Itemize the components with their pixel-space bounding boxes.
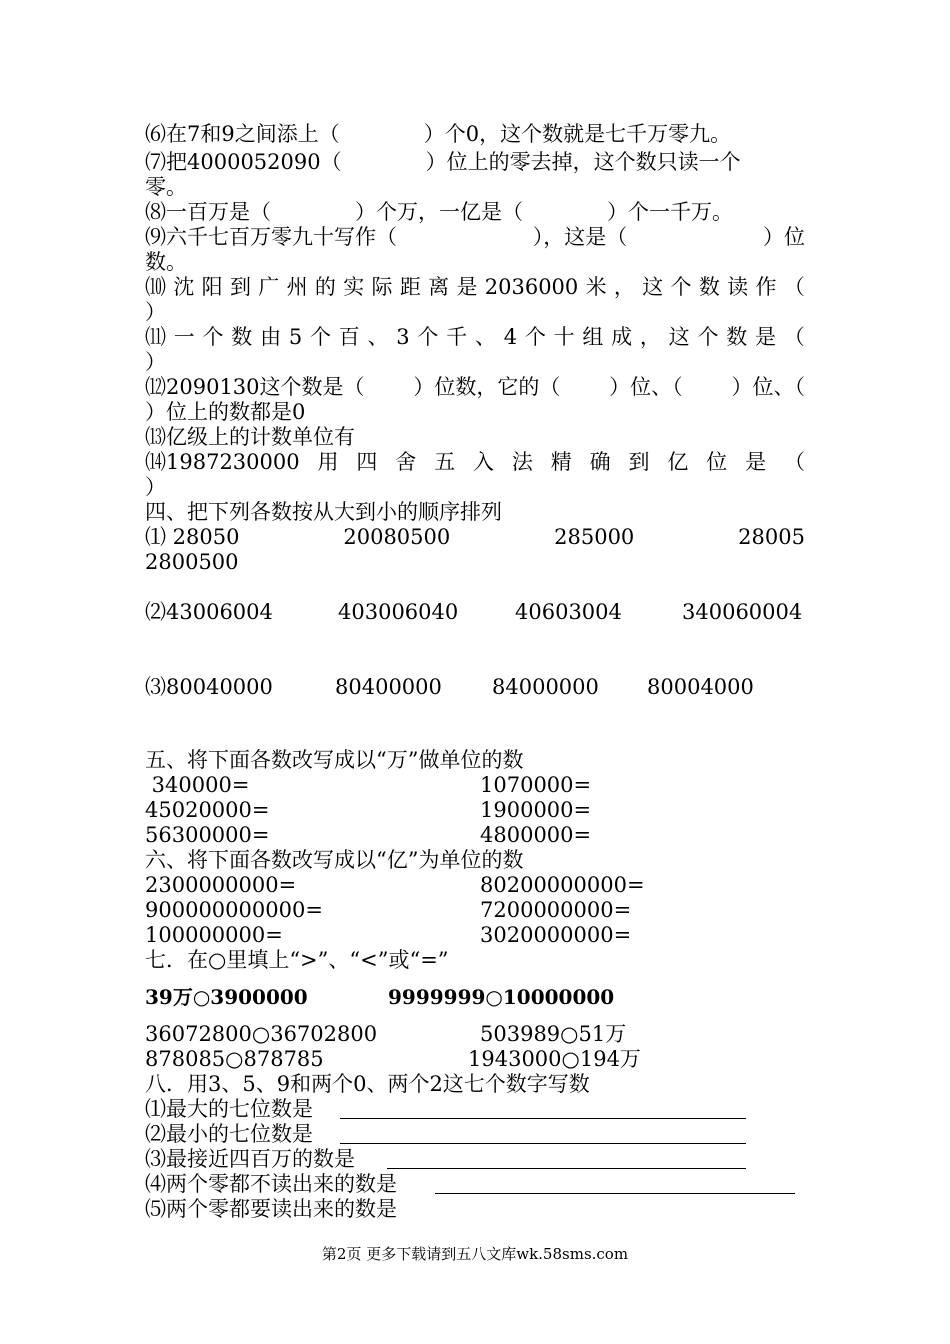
q11-part: 、 (474, 325, 496, 349)
q11-part: 数 (231, 325, 253, 349)
question-11-line1 (145, 325, 805, 350)
number-item: ⑶80040000 (145, 675, 273, 699)
q14-part: （ (783, 450, 805, 474)
number-item: 80004000 (647, 675, 754, 699)
q10-part: ， (613, 275, 635, 299)
question-11-line2: ） (145, 350, 166, 374)
conversion-item: 2300000000= (145, 873, 297, 897)
number-item: 340060004 (682, 600, 803, 624)
q10-part: 广 (258, 275, 280, 299)
question-6: ⑹在7和9之间添上（ ）个0，这个数就是七千万零九。 (145, 122, 732, 146)
question-9-line1 (145, 225, 805, 250)
question-8-4: ⑷两个零都不读出来的数是 (145, 1172, 397, 1196)
q10-part: 2036000 (484, 275, 579, 299)
q10-part: 读 (727, 275, 749, 299)
answer-line[interactable] (340, 1143, 746, 1144)
q12-part: ⑿2090130这个数是（ (145, 375, 365, 399)
q11-part: 十 (553, 325, 575, 349)
number-item: 285000 (554, 525, 635, 549)
q10-part: ⑽ (145, 275, 166, 299)
q11-part: 千 (446, 325, 468, 349)
question-12-line1 (145, 375, 805, 400)
q10-part: 州 (286, 275, 308, 299)
comparison-item: 1943000○194万 (468, 1047, 641, 1071)
q14-part: 亿 (667, 450, 689, 474)
q11-part: 个 (697, 325, 719, 349)
q10-part: 离 (428, 275, 450, 299)
q10-part: 的 (314, 275, 336, 299)
q14-part: 到 (628, 450, 650, 474)
conversion-item: 3020000000= (480, 923, 632, 947)
number-item: 20080500 (343, 525, 451, 549)
conversion-item: 900000000000= (145, 898, 323, 922)
question-8: ⑻一百万是（ ）个万，一亿是（ ）个一千万。 (145, 200, 733, 224)
comparison-item: 36072800○36702800 (145, 1022, 378, 1046)
q11-part: 百 (338, 325, 360, 349)
q10-part: 米 (585, 275, 607, 299)
q11-part: 个 (417, 325, 439, 349)
q11-part: 个 (309, 325, 331, 349)
number-item: 80400000 (335, 675, 442, 699)
q12-part: ）位、（ (609, 375, 683, 399)
section-4-title: 四、把下列各数按从大到小的顺序排列 (145, 500, 502, 524)
question-8-1: ⑴最大的七位数是 (145, 1097, 313, 1121)
q11-part: 由 (260, 325, 282, 349)
question-12-line2: ）位上的数都是0 (145, 400, 306, 424)
q11-part: 一 (173, 325, 195, 349)
q10-part: 实 (343, 275, 365, 299)
comparison-item: 39万○3900000 (145, 985, 308, 1009)
q11-part: 组 (582, 325, 604, 349)
section-5-title: 五、将下面各数改写成以“万”做单位的数 (145, 748, 524, 772)
section-4-row-1b: 2800500 (145, 550, 239, 574)
q10-part: 个 (670, 275, 692, 299)
question-8-3: ⑶最接近四百万的数是 (145, 1147, 355, 1171)
q9-part: ）位 (763, 225, 805, 249)
q10-part: 阳 (201, 275, 223, 299)
q10-part: 数 (698, 275, 720, 299)
q11-part: 4 (503, 325, 518, 349)
comparison-item: 9999999○10000000 (388, 985, 615, 1009)
q14-part: 入 (472, 450, 494, 474)
q10-part: 沈 (173, 275, 195, 299)
conversion-item: 7200000000= (480, 898, 632, 922)
q14-part: 五 (434, 450, 456, 474)
number-item: 40603004 (515, 600, 622, 624)
conversion-item: 4800000= (480, 823, 592, 847)
section-4-row-1 (145, 525, 805, 550)
q11-part: （ (783, 325, 805, 349)
q11-part: 数 (726, 325, 748, 349)
conversion-item: 340000= (145, 773, 250, 797)
q11-part: 成 (611, 325, 633, 349)
q10-part: 作 (755, 275, 777, 299)
q14-part: 法 (511, 450, 533, 474)
answer-line[interactable] (435, 1193, 795, 1194)
q9-part: ），这是（ (532, 225, 628, 249)
conversion-item: 1900000= (480, 798, 592, 822)
q10-part: 是 (456, 275, 478, 299)
q11-part: ， (639, 325, 661, 349)
q11-part: 个 (524, 325, 546, 349)
number-item: ⑴ 28050 (145, 525, 240, 549)
conversion-item: 100000000= (145, 923, 283, 947)
q11-part: 是 (754, 325, 776, 349)
question-7-line2: 零。 (145, 175, 187, 199)
q10-part: 这 (642, 275, 664, 299)
question-7-line1: ⑺把4000052090（ ）位上的零去掉，这个数只读一个 (145, 150, 741, 174)
question-8-5: ⑸两个零都要读出来的数是 (145, 1197, 397, 1221)
number-item: 403006040 (338, 600, 459, 624)
question-9-line2: 数。 (145, 250, 187, 274)
question-14-line1 (145, 450, 805, 475)
conversion-item: 1070000= (480, 773, 592, 797)
q14-part: 四 (356, 450, 378, 474)
q11-part: 、 (367, 325, 389, 349)
number-item: 84000000 (492, 675, 599, 699)
number-item: 28005 (738, 525, 805, 549)
q14-part: ⒁1987230000 (145, 450, 300, 474)
q9-part: ⑼六千七百万零九十写作（ (145, 225, 397, 249)
q10-part: （ (783, 275, 805, 299)
page-footer: 第2页 更多下载请到五八文库wk.58sms.com (321, 1245, 629, 1263)
q14-part: 用 (317, 450, 339, 474)
q14-part: 确 (589, 450, 611, 474)
q11-part: 5 (288, 325, 303, 349)
comparison-item: 878085○878785 (145, 1047, 324, 1071)
q10-part: 距 (399, 275, 421, 299)
comparison-item: 503989○51万 (480, 1022, 627, 1046)
section-8-title: 八．用3、5、9和两个0、两个2这七个数字写数 (145, 1072, 590, 1096)
section-7-title: 七．在○里填上“>”、“<”或“=” (145, 948, 449, 972)
q14-part: 舍 (395, 450, 417, 474)
answer-line[interactable] (387, 1168, 746, 1169)
q10-part: 到 (229, 275, 251, 299)
number-item: ⑵43006004 (145, 600, 273, 624)
question-10-line1 (145, 275, 805, 300)
q11-part: 个 (202, 325, 224, 349)
q14-part: 位 (706, 450, 728, 474)
question-10-line2: ） (145, 300, 166, 324)
conversion-item: 56300000= (145, 823, 270, 847)
question-14-line2: ） (145, 475, 166, 499)
question-13: ⒀亿级上的计数单位有 (145, 425, 355, 449)
q12-part: ）位、（ (731, 375, 805, 399)
question-8-2: ⑵最小的七位数是 (145, 1122, 313, 1146)
q10-part: 际 (371, 275, 393, 299)
answer-line[interactable] (340, 1118, 746, 1119)
conversion-item: 80200000000= (480, 873, 645, 897)
section-6-title: 六、将下面各数改写成以“亿”为单位的数 (145, 848, 524, 872)
q11-part: ⑾ (145, 325, 166, 349)
conversion-item: 45020000= (145, 798, 270, 822)
q11-part: 3 (396, 325, 410, 349)
q12-part: ）位数，它的（ (413, 375, 561, 399)
q14-part: 精 (550, 450, 572, 474)
q11-part: 这 (668, 325, 690, 349)
q14-part: 是 (745, 450, 767, 474)
